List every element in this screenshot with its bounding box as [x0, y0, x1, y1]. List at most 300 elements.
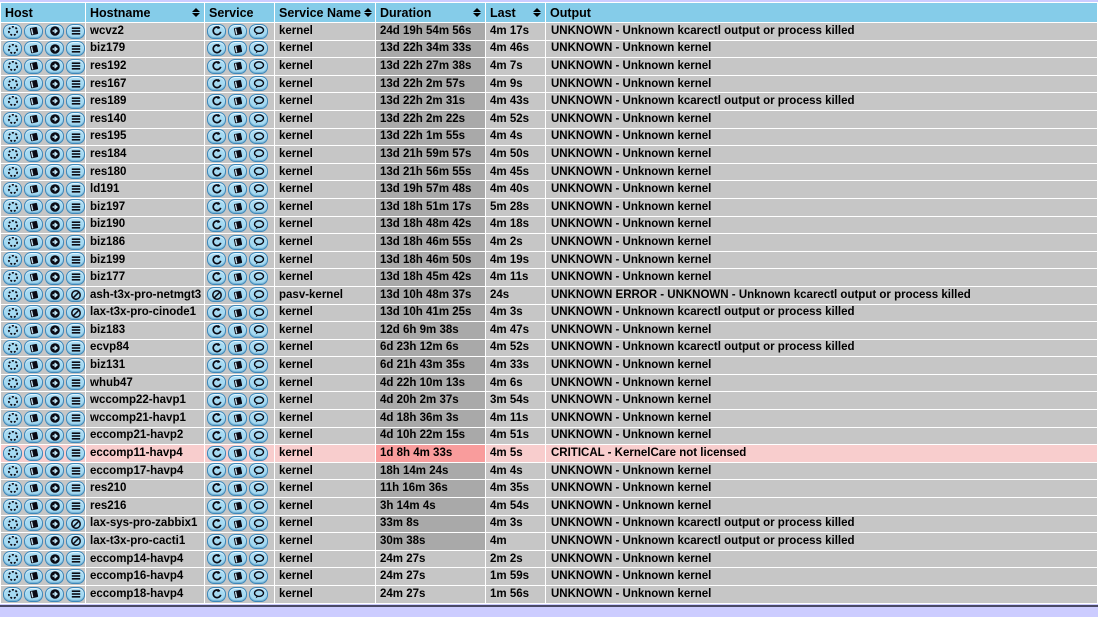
refresh-button[interactable] [207, 182, 226, 197]
book-button[interactable] [24, 147, 43, 162]
book-button[interactable] [24, 199, 43, 214]
dashed-circle-button[interactable] [3, 481, 22, 496]
book-button[interactable] [24, 76, 43, 91]
crossed-circle-button[interactable] [66, 516, 85, 531]
refresh-button[interactable] [207, 516, 226, 531]
book-icon [232, 342, 244, 354]
refresh-button[interactable] [207, 59, 226, 74]
table-row [1, 76, 1097, 93]
book-button[interactable] [228, 323, 247, 338]
refresh-button[interactable] [207, 587, 226, 602]
book-button[interactable] [24, 499, 43, 514]
speech-bubble-button[interactable] [249, 587, 268, 602]
dashed-circle-button[interactable] [3, 129, 22, 144]
refresh-button[interactable] [207, 375, 226, 390]
refresh-button[interactable] [207, 481, 226, 496]
dashed-circle-button[interactable] [3, 76, 22, 91]
refresh-button[interactable] [207, 252, 226, 267]
book-button[interactable] [228, 24, 247, 39]
dashed-circle-button[interactable] [3, 252, 22, 267]
menu-button[interactable] [66, 463, 85, 478]
menu-button[interactable] [66, 41, 85, 56]
speech-bubble-button[interactable] [249, 164, 268, 179]
circle-arrow-button[interactable] [45, 516, 64, 531]
menu-button[interactable] [66, 182, 85, 197]
circle-arrow-button[interactable] [45, 551, 64, 566]
refresh-icon [211, 307, 223, 319]
circle-arrow-button[interactable] [45, 446, 64, 461]
refresh-button[interactable] [207, 164, 226, 179]
book-button[interactable] [228, 59, 247, 74]
menu-button[interactable] [66, 94, 85, 109]
crossed-circle-button[interactable] [66, 305, 85, 320]
crossed-circle-button[interactable] [66, 287, 85, 302]
refresh-button[interactable] [207, 534, 226, 549]
speech-bubble-button[interactable] [249, 340, 268, 355]
dashed-circle-button[interactable] [3, 59, 22, 74]
book-icon [232, 236, 244, 248]
circle-arrow-icon [49, 412, 61, 424]
speech-bubble-button[interactable] [249, 94, 268, 109]
speech-bubble-icon [253, 570, 265, 582]
book-button[interactable] [228, 112, 247, 127]
dashed-circle-button[interactable] [3, 428, 22, 443]
circle-arrow-icon [49, 342, 61, 354]
circle-arrow-button[interactable] [45, 164, 64, 179]
speech-bubble-button[interactable] [249, 287, 268, 302]
dashed-circle-icon [7, 95, 19, 107]
refresh-button[interactable] [207, 499, 226, 514]
book-button[interactable] [228, 534, 247, 549]
dashed-circle-button[interactable] [3, 463, 22, 478]
sort-icon[interactable] [364, 8, 372, 17]
book-button[interactable] [24, 129, 43, 144]
dashed-circle-button[interactable] [3, 164, 22, 179]
output-cell: UNKNOWN - Unknown kernel [546, 252, 1097, 269]
circle-arrow-icon [49, 588, 61, 600]
speech-bubble-button[interactable] [249, 428, 268, 443]
column-header-duration[interactable] [376, 3, 485, 22]
menu-button[interactable] [66, 587, 85, 602]
speech-bubble-button[interactable] [249, 375, 268, 390]
hostname-cell: biz190 [86, 217, 204, 234]
book-button[interactable] [228, 305, 247, 320]
host-actions-cell [1, 23, 85, 40]
speech-bubble-button[interactable] [249, 534, 268, 549]
dashed-circle-button[interactable] [3, 41, 22, 56]
speech-bubble-button[interactable] [249, 499, 268, 514]
circle-arrow-button[interactable] [45, 323, 64, 338]
speech-bubble-button[interactable] [249, 147, 268, 162]
menu-button[interactable] [66, 393, 85, 408]
host-actions-cell [1, 375, 85, 392]
refresh-button[interactable] [207, 94, 226, 109]
speech-bubble-button[interactable] [249, 235, 268, 250]
host-actions-cell [1, 58, 85, 75]
menu-button[interactable] [66, 358, 85, 373]
table-row [1, 340, 1097, 357]
book-button[interactable] [24, 287, 43, 302]
speech-bubble-icon [253, 465, 265, 477]
book-button[interactable] [24, 252, 43, 267]
table-row [1, 58, 1097, 75]
table-row [1, 129, 1097, 146]
refresh-button[interactable] [207, 393, 226, 408]
circle-arrow-icon [49, 553, 61, 565]
dashed-circle-button[interactable] [3, 24, 22, 39]
menu-button[interactable] [66, 428, 85, 443]
speech-bubble-button[interactable] [249, 569, 268, 584]
menu-button[interactable] [66, 446, 85, 461]
column-header-hostname[interactable] [86, 3, 204, 22]
last-cell: 4m 50s [486, 146, 545, 163]
book-button[interactable] [24, 463, 43, 478]
speech-bubble-button[interactable] [249, 551, 268, 566]
book-button[interactable] [228, 340, 247, 355]
dashed-circle-button[interactable] [3, 94, 22, 109]
circle-arrow-button[interactable] [45, 94, 64, 109]
book-button[interactable] [228, 164, 247, 179]
last-cell: 4m 5s [486, 445, 545, 462]
circle-arrow-button[interactable] [45, 534, 64, 549]
refresh-button[interactable] [207, 446, 226, 461]
refresh-button[interactable] [207, 551, 226, 566]
dashed-circle-button[interactable] [3, 499, 22, 514]
menu-button[interactable] [66, 24, 85, 39]
refresh-button[interactable] [207, 199, 226, 214]
book-button[interactable] [24, 24, 43, 39]
book-button[interactable] [24, 534, 43, 549]
refresh-button[interactable] [207, 217, 226, 232]
last-cell: 4m 51s [486, 428, 545, 445]
book-button[interactable] [24, 164, 43, 179]
circle-arrow-button[interactable] [45, 76, 64, 91]
speech-bubble-button[interactable] [249, 76, 268, 91]
circle-arrow-button[interactable] [45, 287, 64, 302]
menu-button[interactable] [66, 59, 85, 74]
circle-arrow-button[interactable] [45, 569, 64, 584]
refresh-button[interactable] [207, 428, 226, 443]
circle-arrow-icon [49, 254, 61, 266]
dashed-circle-button[interactable] [3, 182, 22, 197]
speech-bubble-button[interactable] [249, 129, 268, 144]
dashed-circle-button[interactable] [3, 534, 22, 549]
book-button[interactable] [24, 323, 43, 338]
table-row [1, 463, 1097, 480]
speech-bubble-icon [253, 518, 265, 530]
menu-button[interactable] [66, 375, 85, 390]
book-button[interactable] [24, 270, 43, 285]
menu-button[interactable] [66, 252, 85, 267]
speech-bubble-button[interactable] [249, 323, 268, 338]
circle-arrow-button[interactable] [45, 305, 64, 320]
sort-icon[interactable] [192, 8, 200, 17]
book-button[interactable] [24, 41, 43, 56]
circle-arrow-button[interactable] [45, 252, 64, 267]
book-button[interactable] [228, 76, 247, 91]
dashed-circle-button[interactable] [3, 287, 22, 302]
book-button[interactable] [228, 481, 247, 496]
menu-button[interactable] [66, 76, 85, 91]
services-table [0, 2, 1098, 604]
book-icon [232, 289, 244, 301]
book-button[interactable] [228, 94, 247, 109]
speech-bubble-button[interactable] [249, 411, 268, 426]
table-row [1, 252, 1097, 269]
dashed-circle-button[interactable] [3, 358, 22, 373]
dashed-circle-button[interactable] [3, 587, 22, 602]
book-button[interactable] [228, 217, 247, 232]
refresh-button[interactable] [207, 235, 226, 250]
book-button[interactable] [228, 516, 247, 531]
host-actions-cell [1, 322, 85, 339]
book-button[interactable] [24, 235, 43, 250]
dashed-circle-button[interactable] [3, 551, 22, 566]
book-button[interactable] [228, 182, 247, 197]
book-button[interactable] [24, 358, 43, 373]
book-icon [232, 377, 244, 389]
speech-bubble-icon [253, 95, 265, 107]
circle-arrow-button[interactable] [45, 199, 64, 214]
menu-button[interactable] [66, 217, 85, 232]
dashed-circle-button[interactable] [3, 446, 22, 461]
service-actions-cell [205, 111, 274, 128]
circle-arrow-button[interactable] [45, 147, 64, 162]
menu-button[interactable] [66, 481, 85, 496]
hostname-cell: biz131 [86, 357, 204, 374]
circle-arrow-button[interactable] [45, 182, 64, 197]
dashed-circle-button[interactable] [3, 375, 22, 390]
column-header-last[interactable] [486, 3, 545, 22]
circle-arrow-button[interactable] [45, 59, 64, 74]
speech-bubble-button[interactable] [249, 393, 268, 408]
menu-button[interactable] [66, 411, 85, 426]
speech-bubble-button[interactable] [249, 358, 268, 373]
circle-arrow-button[interactable] [45, 340, 64, 355]
output-cell: UNKNOWN - Unknown kcarectl output or process killed [546, 23, 1097, 40]
book-button[interactable] [228, 147, 247, 162]
circle-arrow-button[interactable] [45, 463, 64, 478]
duration-cell: 13d 22h 1m 55s [376, 129, 485, 146]
book-button[interactable] [228, 41, 247, 56]
dashed-circle-icon [7, 78, 19, 90]
book-button[interactable] [228, 270, 247, 285]
dashed-circle-button[interactable] [3, 340, 22, 355]
service-name-cell: kernel [275, 586, 375, 603]
dashed-circle-button[interactable] [3, 323, 22, 338]
circle-arrow-button[interactable] [45, 112, 64, 127]
book-button[interactable] [228, 287, 247, 302]
menu-button[interactable] [66, 112, 85, 127]
circle-arrow-button[interactable] [45, 270, 64, 285]
book-button[interactable] [228, 463, 247, 478]
menu-button[interactable] [66, 340, 85, 355]
book-button[interactable] [228, 411, 247, 426]
menu-button[interactable] [66, 551, 85, 566]
book-icon [28, 447, 40, 459]
book-button[interactable] [24, 59, 43, 74]
sort-icon[interactable] [533, 8, 541, 17]
menu-button[interactable] [66, 569, 85, 584]
book-button[interactable] [24, 393, 43, 408]
refresh-button[interactable] [207, 323, 226, 338]
menu-icon [70, 377, 82, 389]
circle-arrow-icon [49, 500, 61, 512]
book-button[interactable] [24, 516, 43, 531]
dashed-circle-button[interactable] [3, 147, 22, 162]
speech-bubble-button[interactable] [249, 305, 268, 320]
refresh-button[interactable] [207, 41, 226, 56]
book-button[interactable] [24, 446, 43, 461]
book-button[interactable] [228, 569, 247, 584]
speech-bubble-button[interactable] [249, 41, 268, 56]
dashed-circle-button[interactable] [3, 112, 22, 127]
refresh-button[interactable] [207, 129, 226, 144]
menu-button[interactable] [66, 499, 85, 514]
crossed-circle-button[interactable] [207, 287, 226, 302]
speech-bubble-button[interactable] [249, 112, 268, 127]
menu-icon [70, 412, 82, 424]
circle-arrow-button[interactable] [45, 393, 64, 408]
dashed-circle-button[interactable] [3, 235, 22, 250]
book-button[interactable] [228, 199, 247, 214]
book-button[interactable] [24, 569, 43, 584]
refresh-button[interactable] [207, 305, 226, 320]
book-button[interactable] [24, 94, 43, 109]
menu-button[interactable] [66, 129, 85, 144]
book-button[interactable] [24, 217, 43, 232]
column-header-label: Hostname [90, 5, 151, 20]
book-button[interactable] [24, 587, 43, 602]
menu-button[interactable] [66, 323, 85, 338]
refresh-button[interactable] [207, 147, 226, 162]
refresh-button[interactable] [207, 411, 226, 426]
book-button[interactable] [24, 182, 43, 197]
book-button[interactable] [24, 481, 43, 496]
book-button[interactable] [24, 551, 43, 566]
refresh-icon [211, 131, 223, 143]
menu-button[interactable] [66, 270, 85, 285]
dashed-circle-icon [7, 166, 19, 178]
circle-arrow-button[interactable] [45, 481, 64, 496]
refresh-button[interactable] [207, 76, 226, 91]
book-button[interactable] [228, 393, 247, 408]
circle-arrow-button[interactable] [45, 129, 64, 144]
hostname-cell: res189 [86, 93, 204, 110]
circle-arrow-button[interactable] [45, 24, 64, 39]
column-header-service-name[interactable] [275, 3, 375, 22]
circle-arrow-icon [49, 219, 61, 231]
speech-bubble-button[interactable] [249, 446, 268, 461]
book-button[interactable] [228, 446, 247, 461]
service-actions-cell [205, 533, 274, 550]
menu-button[interactable] [66, 164, 85, 179]
book-button[interactable] [228, 551, 247, 566]
refresh-button[interactable] [207, 569, 226, 584]
speech-bubble-button[interactable] [249, 59, 268, 74]
refresh-button[interactable] [207, 358, 226, 373]
output-cell: UNKNOWN - Unknown kernel [546, 392, 1097, 409]
refresh-button[interactable] [207, 463, 226, 478]
dashed-circle-button[interactable] [3, 569, 22, 584]
crossed-circle-button[interactable] [66, 534, 85, 549]
book-button[interactable] [228, 375, 247, 390]
output-cell: UNKNOWN - Unknown kcarectl output or process killed [546, 340, 1097, 357]
book-button[interactable] [24, 428, 43, 443]
book-button[interactable] [228, 428, 247, 443]
circle-arrow-button[interactable] [45, 499, 64, 514]
circle-arrow-button[interactable] [45, 235, 64, 250]
output-cell: UNKNOWN - Unknown kernel [546, 269, 1097, 286]
circle-arrow-button[interactable] [45, 217, 64, 232]
menu-button[interactable] [66, 199, 85, 214]
service-actions-cell [205, 41, 274, 58]
book-button[interactable] [24, 112, 43, 127]
speech-bubble-button[interactable] [249, 24, 268, 39]
dashed-circle-button[interactable] [3, 411, 22, 426]
speech-bubble-icon [253, 395, 265, 407]
book-button[interactable] [228, 252, 247, 267]
refresh-icon [211, 148, 223, 160]
book-button[interactable] [228, 587, 247, 602]
service-actions-cell [205, 322, 274, 339]
refresh-button[interactable] [207, 270, 226, 285]
speech-bubble-button[interactable] [249, 182, 268, 197]
book-button[interactable] [24, 340, 43, 355]
dashed-circle-button[interactable] [3, 393, 22, 408]
last-cell: 1m 59s [486, 568, 545, 585]
dashed-circle-icon [7, 430, 19, 442]
book-button[interactable] [228, 235, 247, 250]
refresh-button[interactable] [207, 112, 226, 127]
circle-arrow-button[interactable] [45, 587, 64, 602]
speech-bubble-button[interactable] [249, 252, 268, 267]
book-button[interactable] [228, 129, 247, 144]
circle-arrow-button[interactable] [45, 41, 64, 56]
speech-bubble-icon [253, 131, 265, 143]
menu-button[interactable] [66, 147, 85, 162]
speech-bubble-button[interactable] [249, 217, 268, 232]
sort-icon[interactable] [473, 8, 481, 17]
speech-bubble-button[interactable] [249, 481, 268, 496]
refresh-button[interactable] [207, 340, 226, 355]
book-icon [28, 430, 40, 442]
dashed-circle-button[interactable] [3, 270, 22, 285]
refresh-button[interactable] [207, 24, 226, 39]
book-button[interactable] [228, 499, 247, 514]
service-problems-page [0, 2, 1098, 617]
book-button[interactable] [24, 411, 43, 426]
speech-bubble-button[interactable] [249, 463, 268, 478]
speech-bubble-button[interactable] [249, 516, 268, 531]
table-row [1, 445, 1097, 462]
circle-arrow-button[interactable] [45, 411, 64, 426]
speech-bubble-button[interactable] [249, 199, 268, 214]
dashed-circle-button[interactable] [3, 199, 22, 214]
circle-arrow-icon [49, 307, 61, 319]
book-button[interactable] [228, 358, 247, 373]
book-button[interactable] [24, 305, 43, 320]
circle-arrow-button[interactable] [45, 375, 64, 390]
dashed-circle-button[interactable] [3, 217, 22, 232]
speech-bubble-button[interactable] [249, 270, 268, 285]
dashed-circle-button[interactable] [3, 516, 22, 531]
dashed-circle-button[interactable] [3, 305, 22, 320]
menu-button[interactable] [66, 235, 85, 250]
circle-arrow-button[interactable] [45, 358, 64, 373]
circle-arrow-button[interactable] [45, 428, 64, 443]
book-button[interactable] [24, 375, 43, 390]
